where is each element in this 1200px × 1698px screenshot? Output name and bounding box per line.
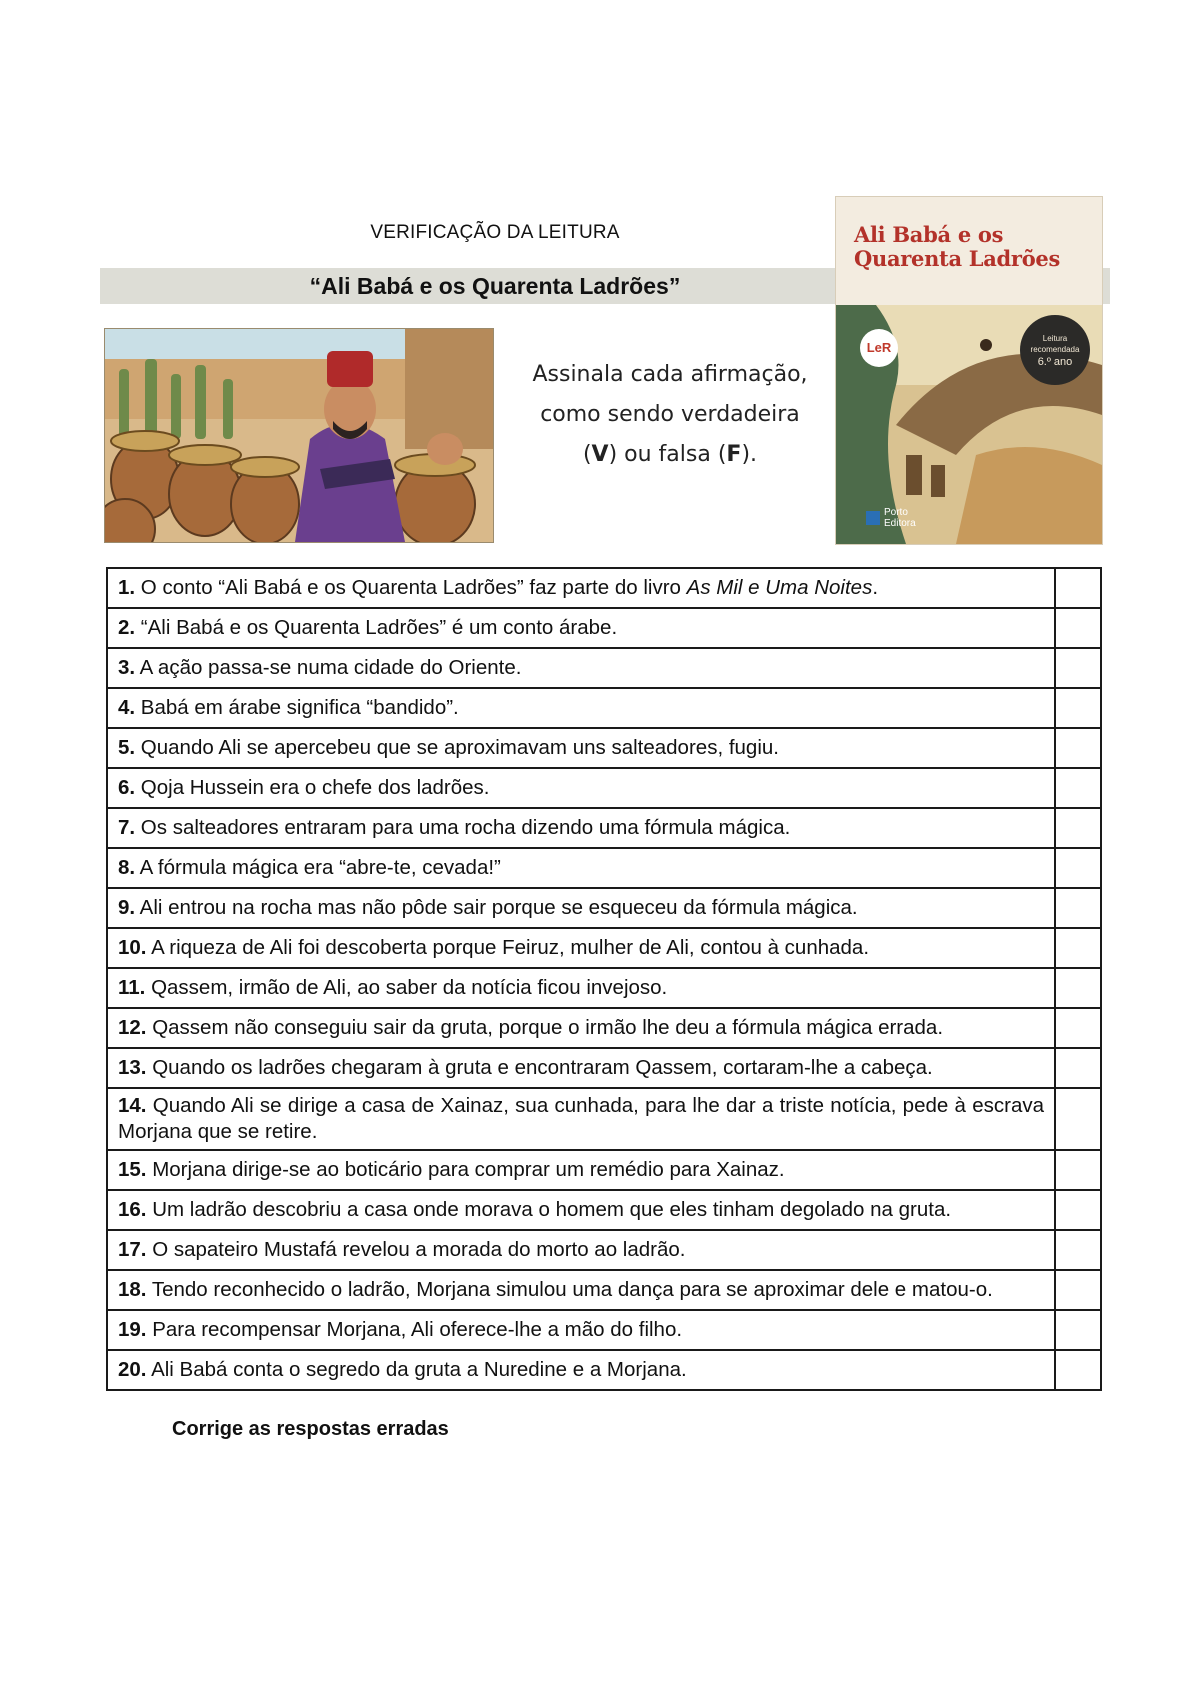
false-letter: F: [726, 442, 742, 467]
statement-text: 15. Morjana dirige-se ao boticário para comprar um remédio para Xainaz.: [107, 1150, 1055, 1190]
instruction-text: [510, 355, 830, 475]
answer-box[interactable]: [1055, 768, 1101, 808]
statement-text: 18. Tendo reconhecido o ladrão, Morjana simulou uma dança para se aproximar dele e matou-o.: [107, 1270, 1055, 1310]
statement-row: [107, 728, 1101, 768]
statement-row: [107, 1150, 1101, 1190]
book-cover: [835, 196, 1103, 545]
worksheet-heading: VERIFICAÇÃO DA LEITURA: [370, 222, 620, 243]
statement-text: 1. O conto “Ali Babá e os Quarenta Ladrões” faz parte do livro As Mil e Uma Noites.: [107, 568, 1055, 608]
answer-box[interactable]: [1055, 808, 1101, 848]
statement-row: [107, 1310, 1101, 1350]
statement-row: [107, 1230, 1101, 1270]
answer-box[interactable]: [1055, 888, 1101, 928]
statement-row: [107, 888, 1101, 928]
story-title: “Ali Babá e os Quarenta Ladrões”: [309, 273, 681, 299]
answer-box[interactable]: [1055, 1350, 1101, 1390]
answer-box[interactable]: [1055, 1190, 1101, 1230]
answer-box[interactable]: [1055, 848, 1101, 888]
statement-row: [107, 848, 1101, 888]
statement-text: 19. Para recompensar Morjana, Ali oferece-lhe a mão do filho.: [107, 1310, 1055, 1350]
answer-box[interactable]: [1055, 648, 1101, 688]
statement-row: [107, 1270, 1101, 1310]
statement-row: [107, 568, 1101, 608]
statement-text: 16. Um ladrão descobriu a casa onde morava o homem que eles tinham degolado na gruta.: [107, 1190, 1055, 1230]
statement-row: [107, 1088, 1101, 1150]
statement-text: 17. O sapateiro Mustafá revelou a morada do morto ao ladrão.: [107, 1230, 1055, 1270]
answer-box[interactable]: [1055, 1270, 1101, 1310]
statement-row: [107, 968, 1101, 1008]
statement-text: 8. A fórmula mágica era “abre-te, cevada!”: [107, 848, 1055, 888]
statement-row: [107, 808, 1101, 848]
answer-box[interactable]: [1055, 608, 1101, 648]
answer-box[interactable]: [1055, 928, 1101, 968]
instruction-line-1: Assinala cada afirmação,: [532, 362, 808, 387]
statement-text: 7. Os salteadores entraram para uma rocha dizendo uma fórmula mágica.: [107, 808, 1055, 848]
statement-row: [107, 1008, 1101, 1048]
answer-box[interactable]: [1055, 1088, 1101, 1150]
statement-text: 6. Qoja Hussein era o chefe dos ladrões.: [107, 768, 1055, 808]
answer-box[interactable]: [1055, 1008, 1101, 1048]
statement-row: [107, 608, 1101, 648]
statement-row: [107, 648, 1101, 688]
statement-row: [107, 768, 1101, 808]
statement-text: 5. Quando Ali se apercebeu que se aproximavam uns salteadores, fugiu.: [107, 728, 1055, 768]
statement-row: [107, 928, 1101, 968]
statement-row: [107, 1190, 1101, 1230]
answer-box[interactable]: [1055, 728, 1101, 768]
publisher-logo: Porto Editora: [866, 507, 916, 529]
ler-logo: LeR: [860, 329, 898, 367]
statement-text: 14. Quando Ali se dirige a casa de Xainaz, sua cunhada, para lhe dar a triste notícia, pede à escrava Morjana que se retire.: [107, 1088, 1055, 1150]
statement-text: 12. Qassem não conseguiu sair da gruta, porque o irmão lhe deu a fórmula mágica errada.: [107, 1008, 1055, 1048]
statement-row: [107, 1048, 1101, 1088]
statement-text: 13. Quando os ladrões chegaram à gruta e encontraram Qassem, cortaram-lhe a cabeça.: [107, 1048, 1055, 1088]
statement-text: 3. A ação passa-se numa cidade do Oriente.: [107, 648, 1055, 688]
answer-box[interactable]: [1055, 1310, 1101, 1350]
true-letter: V: [591, 442, 609, 467]
statement-text: 11. Qassem, irmão de Ali, ao saber da notícia ficou invejoso.: [107, 968, 1055, 1008]
statement-text: 20. Ali Babá conta o segredo da gruta a Nuredine e a Morjana.: [107, 1350, 1055, 1390]
correction-note: Corrige as respostas erradas: [172, 1418, 449, 1440]
instruction-line-3: (V) ou falsa (F).: [582, 442, 758, 467]
statements-table: [106, 567, 1102, 1391]
answer-box[interactable]: [1055, 688, 1101, 728]
statement-text: 4. Babá em árabe significa “bandido”.: [107, 688, 1055, 728]
answer-box[interactable]: [1055, 1230, 1101, 1270]
answer-box[interactable]: [1055, 1048, 1101, 1088]
instruction-line-2: como sendo verdadeira: [540, 402, 800, 427]
answer-box[interactable]: [1055, 568, 1101, 608]
statement-text: 9. Ali entrou na rocha mas não pôde sair porque se esqueceu da fórmula mágica.: [107, 888, 1055, 928]
statement-text: 10. A riqueza de Ali foi descoberta porque Feiruz, mulher de Ali, contou à cunhada.: [107, 928, 1055, 968]
statement-text: 2. “Ali Babá e os Quarenta Ladrões” é um conto árabe.: [107, 608, 1055, 648]
statement-row: [107, 1350, 1101, 1390]
publisher-mark-icon: [866, 511, 880, 525]
answer-box[interactable]: [1055, 1150, 1101, 1190]
story-illustration: [104, 328, 494, 543]
statement-row: [107, 688, 1101, 728]
answer-box[interactable]: [1055, 968, 1101, 1008]
cover-title: Ali Babá e os Quarenta Ladrões: [854, 222, 1060, 271]
recommended-badge: Leitura recomendada 6.º ano: [1020, 315, 1090, 385]
